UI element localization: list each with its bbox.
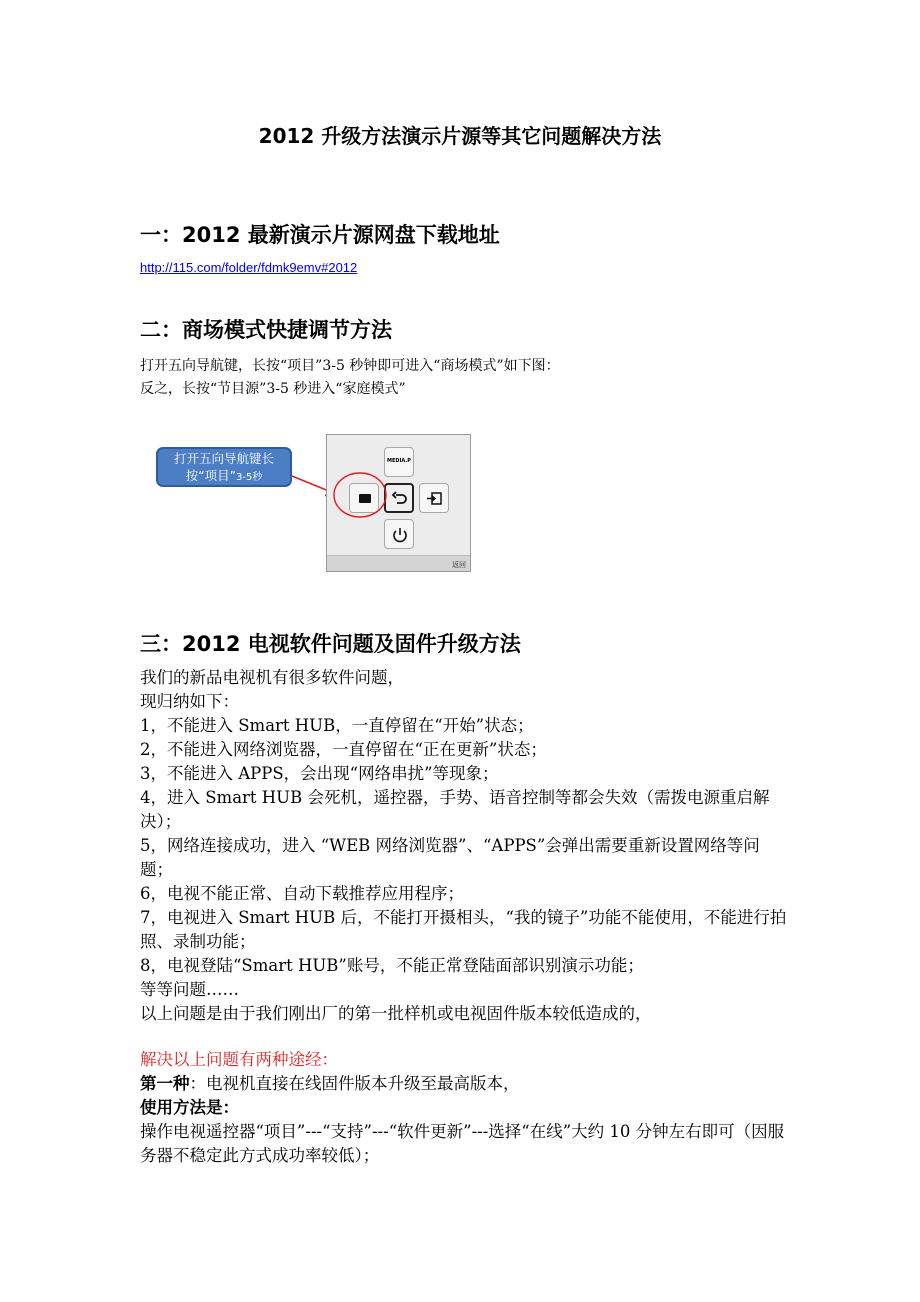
solution-title: 解决以上问题有两种途经： (140, 1050, 338, 1069)
power-icon (385, 520, 415, 550)
document-title: 2012 升级方法演示片源等其它问题解决方法 (258, 124, 662, 148)
back-label: 返回 (452, 561, 466, 569)
usage-text: 操作电视遥控器“项目”---“支持”---“软件更新”---选择“在线”大约 10 分钟左右即可（因服务器不稳定此方式成功率较低）； (140, 1122, 785, 1165)
callout-box (156, 447, 292, 487)
callout-line2 (158, 467, 290, 486)
section2-line2: 反之，长按“节目源”3-5 秒进入“家庭模式” (140, 381, 406, 397)
method1-label: 第一种 (140, 1074, 190, 1093)
section2-line1: 打开五向导航键，长按“项目”3-5 秒钟即可进入“商场模式”如下图： (140, 358, 560, 374)
callout-line2-a: 按“项目” (185, 468, 237, 483)
body-line: 8，电视登陆“Smart HUB”账号，不能正常登陆面部识别演示功能； (140, 956, 644, 975)
remote-bottom-bar (327, 555, 470, 571)
body-line: 现归纳如下： (140, 692, 239, 711)
spacer (140, 1026, 790, 1048)
media-p-label: MEDIA.P (387, 458, 411, 464)
method1-line (140, 1072, 790, 1096)
body-line: 1，不能进入 Smart HUB，一直停留在“开始”状态； (140, 716, 534, 735)
source-key (419, 483, 449, 513)
power-key (384, 519, 414, 549)
body-line: 等等问题…… (140, 980, 239, 999)
body-line: 6，电视不能正常、自动下载推荐应用程序； (140, 884, 464, 903)
body-line: 5，网络连接成功，进入 “WEB 网络浏览器”、“APPS”会弹出需要重新设置网络等问题； (140, 836, 760, 879)
section2-heading: 二：商场模式快捷调节方法 (140, 318, 392, 342)
callout-line2-b: 3-5秒 (236, 472, 263, 483)
section1-heading: 一：2012 最新演示片源网盘下载地址 (140, 223, 500, 247)
body-line: 我们的新品电视机有很多软件问题， (140, 668, 404, 687)
body-line: 2，不能进入网络浏览器，一直停留在“正在更新”状态； (140, 740, 547, 759)
body-line: 7，电视进入 Smart HUB 后，不能打开摄相头，“我的镜子”功能不能使用，不能进行拍照、录制功能； (140, 908, 787, 951)
section3-body (140, 666, 790, 1168)
highlight-circle (330, 470, 390, 520)
body-line: 以上问题是由于我们刚出厂的第一批样机或电视固件版本较低造成的， (140, 1004, 652, 1023)
download-link[interactable]: http://115.com/folder/fdmk9emv#2012 (140, 260, 358, 275)
section3-heading: 三：2012 电视软件问题及固件升级方法 (140, 632, 521, 656)
return-icon (386, 485, 414, 513)
body-line: 4，进入 Smart HUB 会死机，遥控器，手势、语音控制等都会失效（需拨电源重启解决）； (140, 788, 770, 831)
method1-text: ：电视机直接在线固件版本升级至最高版本， (189, 1074, 520, 1093)
source-icon (420, 484, 450, 514)
body-line: 3，不能进入 APPS，会出现“网络串扰”等现象； (140, 764, 499, 783)
callout-line1: 打开五向导航键长 (173, 451, 274, 466)
usage-label: 使用方法是： (140, 1098, 239, 1117)
